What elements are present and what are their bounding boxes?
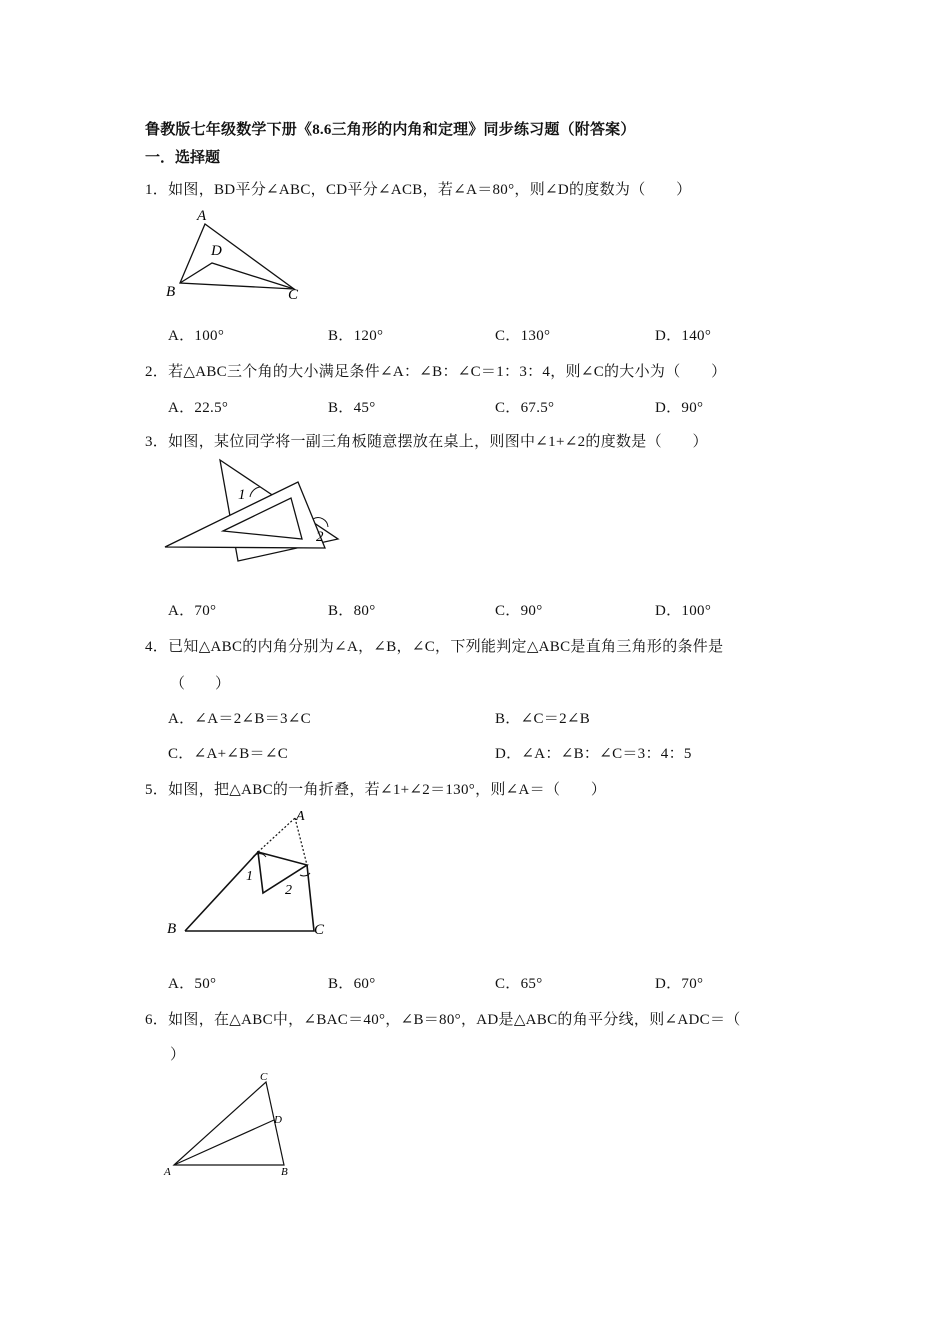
q4-option-a[interactable]: A．∠A＝2∠B＝3∠C <box>168 711 311 727</box>
fig5-label-2: 2 <box>285 883 292 898</box>
question-2-stem: 2．若△ABC三个角的大小满足条件∠A：∠B：∠C＝1：3：4，则∠C的大小为（ ） <box>145 364 727 380</box>
q3-option-b[interactable]: B．80° <box>328 603 376 619</box>
q5-option-c[interactable]: C．65° <box>495 976 543 992</box>
question-4-stem: 4．已知△ABC的内角分别为∠A，∠B，∠C，下列能判定△ABC是直角三角形的条件是 <box>145 639 724 655</box>
fig1-label-b: B <box>166 284 176 300</box>
q2-option-b[interactable]: B．45° <box>328 400 376 416</box>
q3-option-a[interactable]: A．70° <box>168 603 217 619</box>
question-5-stem: 5．如图，把△ABC的一角折叠，若∠1+∠2＝130°，则∠A＝（ ） <box>145 782 607 798</box>
question-4-paren: （ ） <box>170 676 231 692</box>
q1-option-d[interactable]: D．140° <box>655 328 712 344</box>
q1-option-a[interactable]: A．100° <box>168 328 225 344</box>
q1-option-c[interactable]: C．130° <box>495 328 551 344</box>
q4-option-c[interactable]: C．∠A+∠B＝∠C <box>168 746 289 762</box>
fig1-label-a: A <box>197 208 207 224</box>
fig1-label-d: D <box>211 243 222 259</box>
fig3-label-1: 1 <box>238 487 246 503</box>
fig6-label-c: C <box>260 1071 268 1083</box>
q1-option-b[interactable]: B．120° <box>328 328 384 344</box>
question-6-figure <box>160 1068 300 1183</box>
question-1-stem: 1．如图，BD平分∠ABC，CD平分∠ACB，若∠A＝80°，则∠D的度数为（ ） <box>145 182 692 198</box>
question-6-paren: ） <box>170 1047 186 1063</box>
section-heading: 一．选择题 <box>145 150 221 166</box>
fig3-label-2: 2 <box>316 529 324 545</box>
q2-option-c[interactable]: C．67.5° <box>495 400 555 416</box>
document-title: 鲁教版七年级数学下册《8.6三角形的内角和定理》同步练习题（附答案） <box>145 122 636 138</box>
q4-option-d[interactable]: D．∠A：∠B：∠C＝3：4：5 <box>495 746 692 762</box>
question-5-figure <box>160 805 340 940</box>
q2-option-a[interactable]: A．22.5° <box>168 400 229 416</box>
fig6-label-b: B <box>281 1166 288 1178</box>
fig5-label-1: 1 <box>246 869 253 884</box>
fig6-label-d: D <box>274 1114 282 1126</box>
fig1-label-c: C <box>288 287 299 303</box>
q5-option-a[interactable]: A．50° <box>168 976 217 992</box>
q3-option-c[interactable]: C．90° <box>495 603 543 619</box>
fig5-label-a: A <box>296 809 305 824</box>
q2-option-d[interactable]: D．90° <box>655 400 704 416</box>
question-1-figure <box>160 205 310 305</box>
question-3-stem: 3．如图，某位同学将一副三角板随意摆放在桌上，则图中∠1+∠2的度数是（ ） <box>145 434 708 450</box>
q5-option-d[interactable]: D．70° <box>655 976 704 992</box>
q5-option-b[interactable]: B．60° <box>328 976 376 992</box>
q3-option-d[interactable]: D．100° <box>655 603 712 619</box>
fig6-label-a: A <box>164 1166 171 1178</box>
fig5-label-c: C <box>314 922 325 938</box>
fig5-label-b: B <box>167 921 177 937</box>
question-6-stem: 6．如图，在△ABC中，∠BAC＝40°，∠B＝80°，AD是△ABC的角平分线，则∠ADC＝（ <box>145 1012 741 1028</box>
question-3-figure <box>160 455 350 570</box>
q4-option-b[interactable]: B．∠C＝2∠B <box>495 711 591 727</box>
